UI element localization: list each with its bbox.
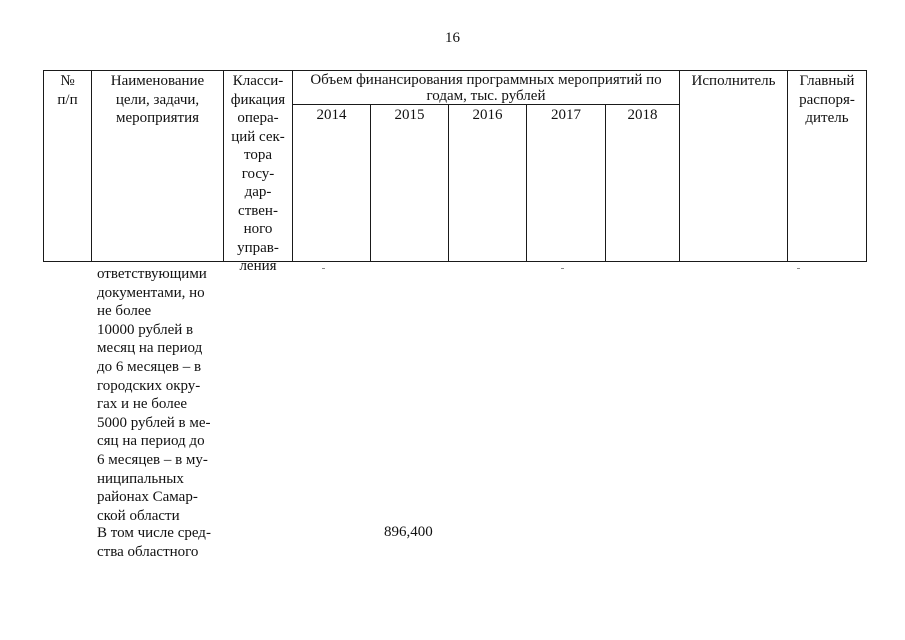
scan-mark — [322, 268, 325, 269]
row2-text: В том числе сред- ства областного — [97, 525, 211, 560]
scan-mark — [797, 268, 800, 269]
col-divider-year-3 — [526, 104, 527, 261]
header-num: № п/п — [57, 73, 78, 108]
header-name: Наименование цели, задачи, мероприятия — [110, 73, 205, 126]
header-year-2016: 2016 — [472, 107, 503, 123]
col-divider-year-1 — [370, 104, 371, 261]
page-number: 16 — [445, 30, 460, 46]
continuation-text: ответствующими документами, но не более 10000 рублей в месяц на период до 6 месяцев – в городских окру- гах и не более 5000 рублей в ме- сяц на период до 6 месяцев – в му- ниципальных районах Самар- ской области — [97, 266, 211, 524]
header-executor: Исполнитель — [691, 73, 776, 89]
header-classification: Класси- фикация опера- ций сек- тора госу- дар- ствен- ного управ- ления — [230, 73, 286, 274]
years-divider-line — [292, 104, 679, 105]
header-year-2014: 2014 — [316, 107, 347, 123]
header-year-2018: 2018 — [627, 107, 658, 123]
header-year-2017: 2017 — [551, 107, 581, 123]
header-funding: Объем финансирования программных мероприятий по годам, тыс. рублей — [310, 72, 662, 104]
header-main-manager: Главный распоря- дитель — [799, 73, 855, 126]
scan-mark — [561, 268, 564, 269]
col-divider-year-4 — [605, 104, 606, 261]
col-divider-4 — [679, 70, 680, 261]
table-top-border — [43, 70, 867, 71]
col-divider-year-2 — [448, 104, 449, 261]
table-right-border — [866, 70, 867, 261]
row2-amount-2015: 896,400 — [384, 524, 433, 540]
table-header-bottom-border — [43, 261, 867, 262]
header-year-2015: 2015 — [394, 107, 425, 123]
